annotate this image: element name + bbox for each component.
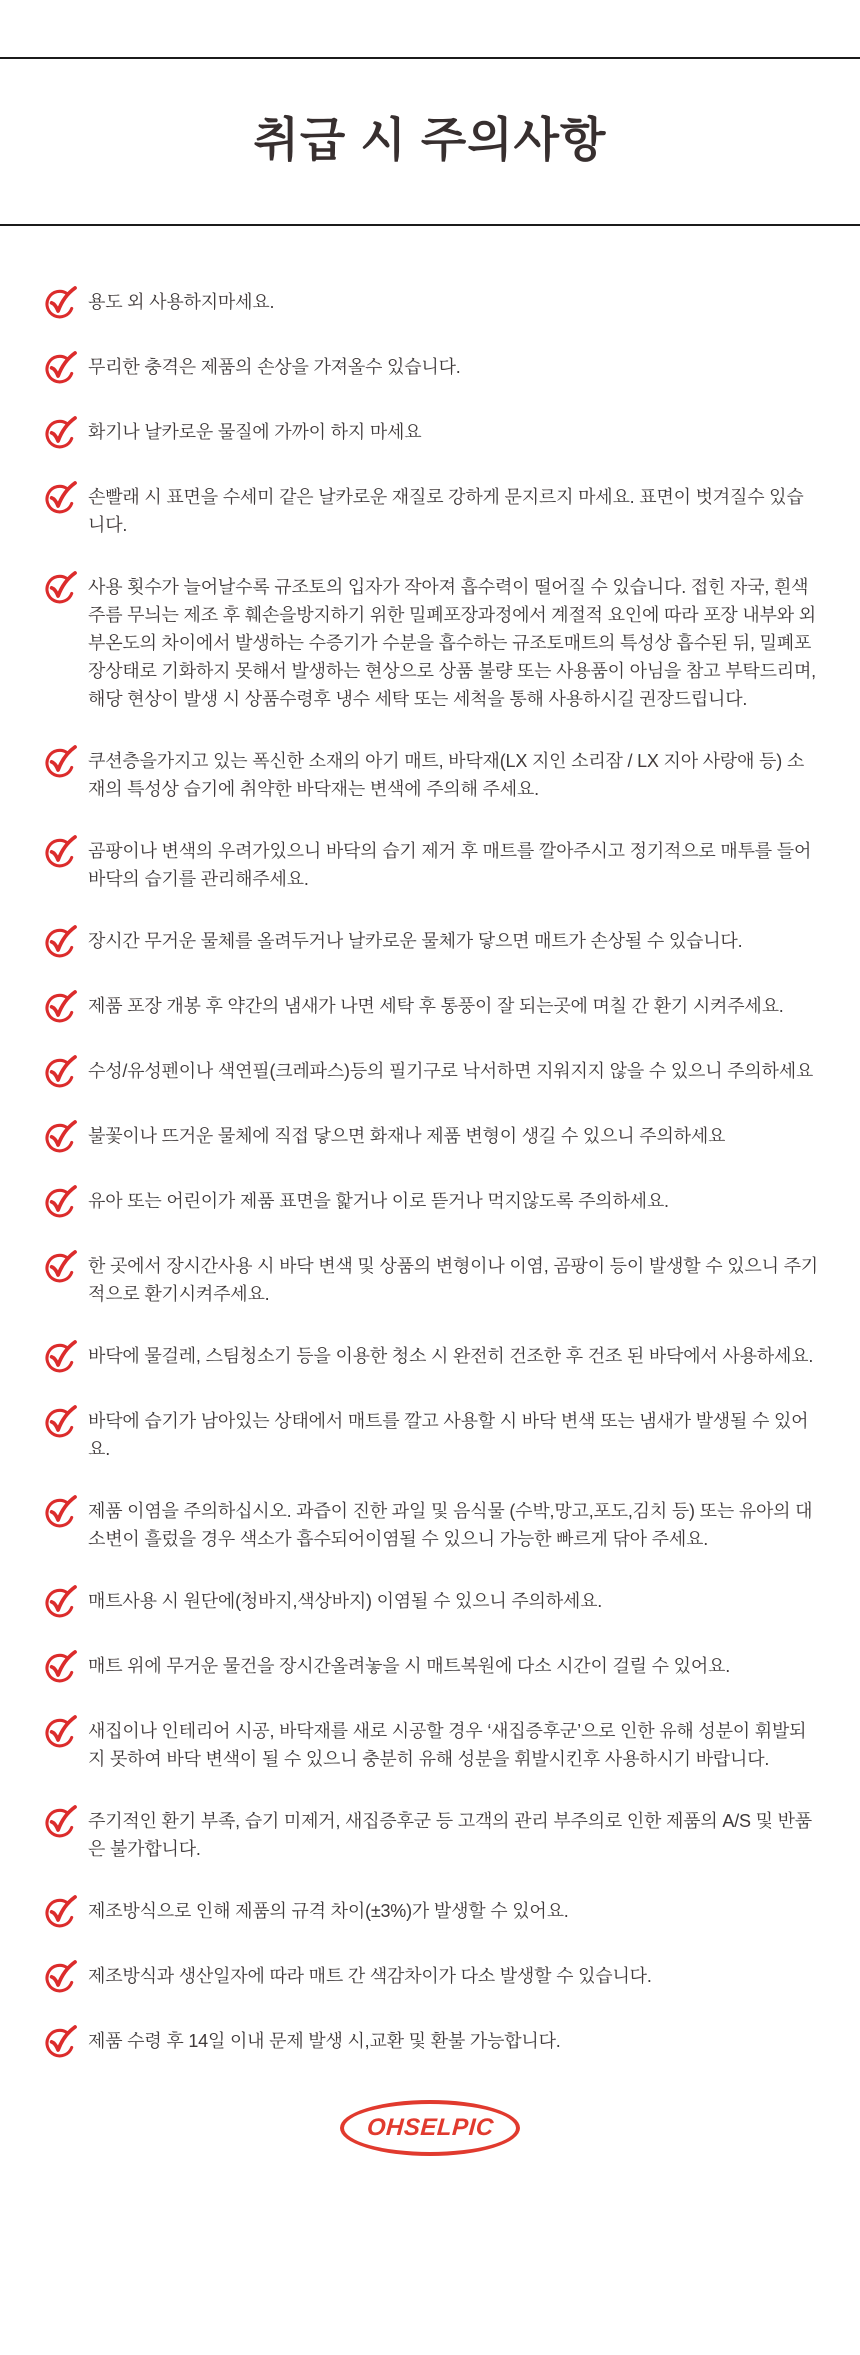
check-circle-icon: [44, 989, 78, 1023]
notice-text: 제품 포장 개봉 후 약간의 냄새가 나면 세탁 후 통풍이 잘 되는곳에 며칠 간 환기 시켜주세요.: [88, 995, 784, 1016]
check-circle-icon: [44, 285, 78, 319]
notice-text: 화기나 날카로운 물질에 가까이 하지 마세요: [88, 421, 422, 442]
check-circle-icon: [44, 1184, 78, 1218]
check-circle-icon: [44, 744, 78, 778]
notice-item: [44, 288, 818, 319]
check-circle-icon: [44, 1584, 78, 1618]
check-circle-icon: [44, 480, 78, 514]
notice-text: 제조방식과 생산일자에 따라 매트 간 색감차이가 다소 발생할 수 있습니다.: [88, 1965, 652, 1986]
notice-text: 제품 이염을 주의하십시오. 과즙이 진한 과일 및 음식물 (수박,망고,포도,김치 등) 또는 유아의 대소변이 흘렀을 경우 색소가 흡수되어이염될 수 있으니 가능한 빠르게 닦아 주세요.: [88, 1500, 813, 1549]
notice-text: 제조방식으로 인해 제품의 규격 차이(±3%)가 발생할 수 있어요.: [88, 1900, 569, 1921]
notice-item: [44, 1717, 818, 1773]
notice-text: 매트사용 시 원단에(청바지,색상바지) 이염될 수 있으니 주의하세요.: [88, 1590, 603, 1611]
notice-item: [44, 1897, 818, 1928]
notice-item: [44, 992, 818, 1023]
check-circle-icon: [44, 1054, 78, 1088]
check-circle-icon: [44, 1404, 78, 1438]
notice-text: 한 곳에서 장시간사용 시 바닥 변색 및 상품의 변형이나 이염, 곰팡이 등이 발생할 수 있으니 주기적으로 환기시켜주세요.: [88, 1255, 818, 1304]
notice-text: 용도 외 사용하지마세요.: [88, 291, 275, 312]
notice-item: [44, 927, 818, 958]
notice-text: 곰팡이나 변색의 우려가있으니 바닥의 습기 제거 후 매트를 깔아주시고 정기적으로 매투를 들어 바닥의 습기를 관리해주세요.: [88, 840, 812, 889]
notice-text: 유아 또는 어린이가 제품 표면을 핥거나 이로 뜯거나 먹지않도록 주의하세요.: [88, 1190, 669, 1211]
notice-item: [44, 1587, 818, 1618]
notice-item: [44, 837, 818, 893]
brand-logo-text: OHSELPIC: [365, 2113, 495, 2141]
notice-text: 손빨래 시 표면을 수세미 같은 날카로운 재질로 강하게 문지르지 마세요. 표면이 벗겨질수 있습니다.: [88, 486, 804, 535]
notice-text: 주기적인 환기 부족, 습기 미제거, 새집증후군 등 고객의 관리 부주의로 인한 제품의 A/S 및 반품은 불가합니다.: [88, 1810, 812, 1859]
check-circle-icon: [44, 350, 78, 384]
notice-item: [44, 1407, 818, 1463]
notice-text: 무리한 충격은 제품의 손상을 가져올수 있습니다.: [88, 356, 461, 377]
check-circle-icon: [44, 1494, 78, 1528]
notice-item: [44, 1057, 818, 1088]
notice-item: [44, 353, 818, 384]
check-circle-icon: [44, 1714, 78, 1748]
check-circle-icon: [44, 1959, 78, 1993]
notice-item: [44, 1497, 818, 1553]
check-circle-icon: [44, 1249, 78, 1283]
check-circle-icon: [44, 1649, 78, 1683]
notice-text: 불꽃이나 뜨거운 물체에 직접 닿으면 화재나 제품 변형이 생길 수 있으니 주의하세요: [88, 1125, 726, 1146]
check-circle-icon: [44, 1339, 78, 1373]
notice-item: [44, 418, 818, 449]
brand-logo: [340, 2100, 520, 2156]
notice-text: 사용 횟수가 늘어날수록 규조토의 입자가 작아져 흡수력이 떨어질 수 있습니다. 접힌 자국, 흰색 주름 무늬는 제조 후 훼손을방지하기 위한 밀폐포장과정에서 계절적 요인에 따라 포장 내부와 외부온도의 차이에서 발생하는 수증기가 수분을 흡수하는 규조토매트의 특성상 흡수된 뒤, 밀폐포장상태로 기화하지 못해서 발생하는 현상으로 상품 불량 또는 사용품이 아님을 참고 부탁드리며,해당 현상이 발생 시 상품수령후 냉수 세탁 또는 세척을 통해 사용하시길 권장드립니다.: [88, 576, 816, 709]
check-circle-icon: [44, 1804, 78, 1838]
page-header: [0, 0, 860, 226]
notice-text: 바닥에 습기가 남아있는 상태에서 매트를 깔고 사용할 시 바닥 변색 또는 냄새가 발생될 수 있어요.: [88, 1410, 809, 1459]
notice-item: [44, 483, 818, 539]
notice-item: [44, 573, 818, 713]
check-circle-icon: [44, 570, 78, 604]
notice-item: [44, 1252, 818, 1308]
notice-text: 새집이나 인테리어 시공, 바닥재를 새로 시공할 경우 ‘새집증후군’으로 인한 유해 성분이 휘발되지 못하여 바닥 변색이 될 수 있으니 충분히 유해 성분을 휘발시킨후 사용하시기 바랍니다.: [88, 1720, 807, 1769]
check-circle-icon: [44, 834, 78, 868]
notice-text: 제품 수령 후 14일 이내 문제 발생 시,교환 및 환불 가능합니다.: [88, 2030, 561, 2051]
notice-item: [44, 2027, 818, 2058]
notice-text: 쿠션층을가지고 있는 폭신한 소재의 아기 매트, 바닥재(LX 지인 소리잠 / LX 지아 사랑애 등) 소재의 특성상 습기에 취약한 바닥재는 변색에 주의해 주세요.: [88, 750, 805, 799]
notice-item: [44, 1652, 818, 1683]
check-circle-icon: [44, 1119, 78, 1153]
notice-item: [44, 1962, 818, 1993]
notice-text: 바닥에 물걸레, 스팀청소기 등을 이용한 청소 시 완전히 건조한 후 건조 된 바닥에서 사용하세요.: [88, 1345, 814, 1366]
page-footer: [0, 2100, 860, 2201]
notice-item: [44, 1122, 818, 1153]
notice-item: [44, 1187, 818, 1218]
check-circle-icon: [44, 924, 78, 958]
check-circle-icon: [44, 1894, 78, 1928]
notice-item: [44, 1807, 818, 1863]
notice-text: 매트 위에 무거운 물건을 장시간올려놓을 시 매트복원에 다소 시간이 걸릴 수 있어요.: [88, 1655, 731, 1676]
notice-item: [44, 1342, 818, 1373]
check-circle-icon: [44, 415, 78, 449]
top-rule: [0, 57, 860, 59]
page-title: 취급 시 주의사항: [253, 113, 607, 166]
notice-item: [44, 747, 818, 803]
notice-text: 수성/유성펜이나 색연필(크레파스)등의 필기구로 낙서하면 지워지지 않을 수 있으니 주의하세요: [88, 1060, 814, 1081]
notice-list: [0, 226, 860, 2058]
check-circle-icon: [44, 2024, 78, 2058]
notice-text: 장시간 무거운 물체를 올려두거나 날카로운 물체가 닿으면 매트가 손상될 수 있습니다.: [88, 930, 743, 951]
